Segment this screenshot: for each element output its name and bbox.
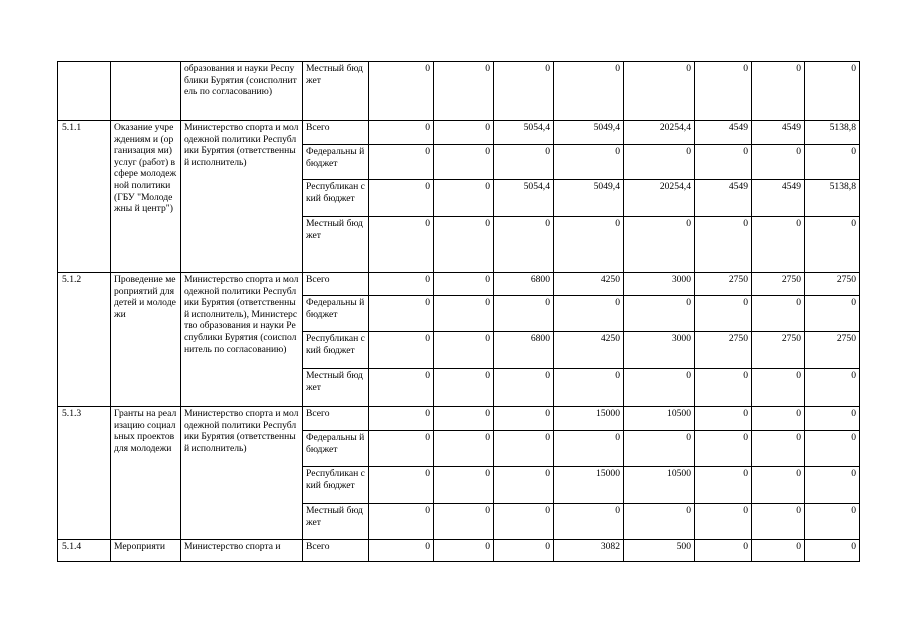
value-cell: 5138,8 (805, 180, 860, 217)
value-cell: 0 (434, 332, 494, 369)
value-cell: 0 (624, 217, 695, 273)
activity-name (111, 62, 181, 121)
value-cell: 0 (494, 296, 554, 332)
funding-source: Федеральны й бюджет (303, 431, 369, 467)
value-cell: 6800 (494, 332, 554, 369)
value-cell: 3000 (624, 332, 695, 369)
value-cell: 0 (434, 369, 494, 407)
funding-source: Всего (303, 540, 369, 562)
value-cell: 2750 (752, 332, 805, 369)
table-row (58, 540, 860, 562)
value-cell: 0 (695, 145, 752, 180)
funding-source: Местный бюджет (303, 504, 369, 540)
value-cell: 4549 (752, 121, 805, 145)
value-cell: 0 (554, 296, 624, 332)
value-cell: 0 (805, 467, 860, 504)
value-cell: 0 (554, 504, 624, 540)
value-cell: 0 (805, 431, 860, 467)
funding-source: Республикан ский бюджет (303, 180, 369, 217)
value-cell: 0 (752, 407, 805, 431)
value-cell: 0 (752, 369, 805, 407)
value-cell: 0 (369, 407, 434, 431)
value-cell: 0 (369, 431, 434, 467)
funding-source: Федеральны й бюджет (303, 145, 369, 180)
value-cell: 0 (695, 504, 752, 540)
value-cell: 2750 (805, 273, 860, 296)
activity-name: Гранты на реализацию социальных проектов для молодежи (111, 407, 181, 540)
value-cell: 0 (369, 180, 434, 217)
value-cell: 0 (369, 217, 434, 273)
value-cell: 4250 (554, 273, 624, 296)
value-cell: 0 (624, 504, 695, 540)
value-cell: 0 (369, 121, 434, 145)
table-row (58, 273, 860, 296)
value-cell: 6800 (494, 273, 554, 296)
value-cell: 0 (494, 369, 554, 407)
value-cell: 10500 (624, 407, 695, 431)
table-row (58, 62, 860, 121)
funding-source: Местный бюджет (303, 217, 369, 273)
value-cell: 5049,4 (554, 180, 624, 217)
value-cell: 2750 (805, 332, 860, 369)
value-cell: 20254,4 (624, 180, 695, 217)
row-code: 5.1.3 (58, 407, 111, 540)
table-body (58, 62, 860, 562)
value-cell: 0 (752, 504, 805, 540)
funding-source: Всего (303, 273, 369, 296)
value-cell: 0 (494, 145, 554, 180)
value-cell: 0 (434, 407, 494, 431)
value-cell: 0 (369, 296, 434, 332)
value-cell: 0 (369, 332, 434, 369)
funding-source: Федеральны й бюджет (303, 296, 369, 332)
value-cell: 0 (434, 121, 494, 145)
value-cell: 5049,4 (554, 121, 624, 145)
value-cell: 2750 (695, 332, 752, 369)
value-cell: 5054,4 (494, 180, 554, 217)
value-cell: 0 (695, 217, 752, 273)
value-cell: 0 (805, 217, 860, 273)
value-cell: 0 (695, 369, 752, 407)
value-cell: 0 (434, 180, 494, 217)
budget-table (57, 61, 860, 562)
value-cell: 0 (554, 62, 624, 121)
value-cell: 4549 (695, 180, 752, 217)
executor-name: Министерство спорта и молодежной политики Республики Бурятия (ответственный исполнитель), Министерство образования и науки Республики Бурятия (соисполнитель по согласованию) (181, 273, 303, 407)
value-cell: 0 (695, 62, 752, 121)
executor-name: образования и науки Республики Бурятия (соисполнитель по согласованию) (181, 62, 303, 121)
value-cell: 2750 (752, 273, 805, 296)
row-code: 5.1.1 (58, 121, 111, 273)
value-cell: 0 (494, 467, 554, 504)
value-cell: 0 (369, 369, 434, 407)
value-cell: 0 (554, 431, 624, 467)
value-cell: 0 (805, 540, 860, 562)
value-cell: 0 (624, 145, 695, 180)
value-cell: 15000 (554, 467, 624, 504)
value-cell: 3000 (624, 273, 695, 296)
activity-name: Мероприяти (111, 540, 181, 562)
funding-source: Местный бюджет (303, 62, 369, 121)
value-cell: 0 (624, 62, 695, 121)
funding-source: Всего (303, 407, 369, 431)
value-cell: 0 (624, 431, 695, 467)
value-cell: 0 (695, 296, 752, 332)
value-cell: 0 (434, 296, 494, 332)
value-cell: 0 (494, 540, 554, 562)
value-cell: 4549 (752, 180, 805, 217)
value-cell: 0 (624, 369, 695, 407)
value-cell: 0 (494, 504, 554, 540)
value-cell: 0 (554, 217, 624, 273)
value-cell: 0 (752, 296, 805, 332)
value-cell: 0 (752, 217, 805, 273)
value-cell: 2750 (695, 273, 752, 296)
value-cell: 0 (805, 504, 860, 540)
value-cell: 0 (752, 467, 805, 504)
value-cell: 0 (434, 217, 494, 273)
funding-source: Республикан ский бюджет (303, 467, 369, 504)
value-cell: 0 (494, 431, 554, 467)
value-cell: 0 (369, 273, 434, 296)
value-cell: 0 (494, 217, 554, 273)
value-cell: 0 (434, 431, 494, 467)
row-code: 5.1.4 (58, 540, 111, 562)
value-cell: 0 (805, 407, 860, 431)
activity-name: Проведение мероприятий для детей и молодежи (111, 273, 181, 407)
value-cell: 3082 (554, 540, 624, 562)
value-cell: 0 (695, 407, 752, 431)
executor-name: Министерство спорта и молодежной политики Республики Бурятия (ответственный исполнитель) (181, 121, 303, 273)
executor-name: Министерство спорта и молодежной политики Республики Бурятия (ответственный исполнитель) (181, 407, 303, 540)
value-cell: 5054,4 (494, 121, 554, 145)
value-cell: 0 (494, 62, 554, 121)
value-cell: 10500 (624, 467, 695, 504)
value-cell: 5138,8 (805, 121, 860, 145)
value-cell: 500 (624, 540, 695, 562)
value-cell: 0 (752, 540, 805, 562)
value-cell: 0 (752, 431, 805, 467)
value-cell: 0 (369, 62, 434, 121)
funding-source: Республикан ский бюджет (303, 332, 369, 369)
activity-name: Оказание учреждениям и (организация ми) услуг (работ) в сфере молодежной политики (ГБУ "Молодежны й центр") (111, 121, 181, 273)
row-code: 5.1.2 (58, 273, 111, 407)
value-cell: 0 (434, 504, 494, 540)
value-cell: 20254,4 (624, 121, 695, 145)
funding-source: Местный бюджет (303, 369, 369, 407)
row-code (58, 62, 111, 121)
table-row (58, 121, 860, 145)
value-cell: 0 (369, 145, 434, 180)
value-cell: 15000 (554, 407, 624, 431)
value-cell: 0 (695, 431, 752, 467)
value-cell: 0 (369, 467, 434, 504)
value-cell: 0 (494, 407, 554, 431)
value-cell: 4549 (695, 121, 752, 145)
value-cell: 0 (695, 540, 752, 562)
value-cell: 0 (369, 504, 434, 540)
value-cell: 0 (434, 540, 494, 562)
value-cell: 0 (752, 145, 805, 180)
value-cell: 0 (434, 273, 494, 296)
value-cell: 0 (805, 145, 860, 180)
funding-source: Всего (303, 121, 369, 145)
value-cell: 0 (624, 296, 695, 332)
value-cell: 4250 (554, 332, 624, 369)
value-cell: 0 (554, 369, 624, 407)
value-cell: 0 (554, 145, 624, 180)
value-cell: 0 (805, 62, 860, 121)
value-cell: 0 (434, 145, 494, 180)
value-cell: 0 (369, 540, 434, 562)
value-cell: 0 (752, 62, 805, 121)
table-row (58, 407, 860, 431)
value-cell: 0 (805, 369, 860, 407)
value-cell: 0 (695, 467, 752, 504)
value-cell: 0 (434, 467, 494, 504)
executor-name: Министерство спорта и (181, 540, 303, 562)
value-cell: 0 (434, 62, 494, 121)
value-cell: 0 (805, 296, 860, 332)
